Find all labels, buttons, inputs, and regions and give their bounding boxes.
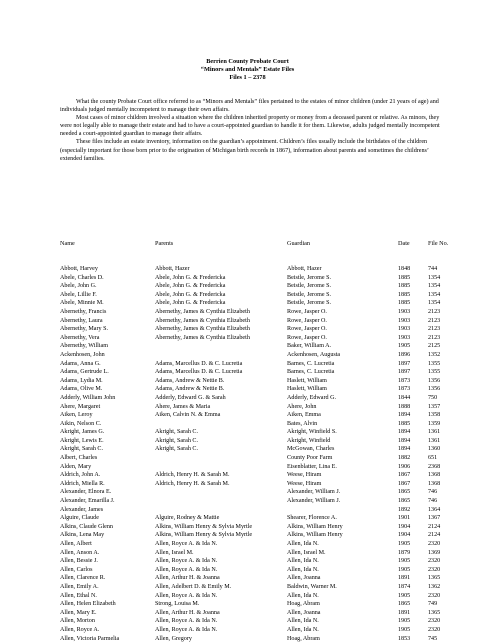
table-row bbox=[0, 557, 495, 566]
table-row bbox=[0, 342, 495, 351]
cell-guardian: Rowe, Jasper O. bbox=[287, 334, 327, 341]
cell-guardian: Adderly, Edward G. bbox=[287, 394, 337, 401]
cell-date: 1897 bbox=[398, 369, 411, 376]
cell-parents: Akright, Sarah C. bbox=[155, 446, 198, 453]
court-title: Berrien County Probate Court bbox=[206, 58, 289, 65]
cell-guardian: Alexander, William J. bbox=[287, 498, 341, 505]
cell-parents: Adams, Marcellus D. & C. Lucretia bbox=[155, 369, 243, 376]
cell-name: Aikin, Nelson C. bbox=[60, 420, 102, 427]
intro-text bbox=[60, 98, 440, 163]
cell-guardian: Allen, Ida N. bbox=[287, 558, 319, 565]
cell-date: 1894 bbox=[398, 429, 411, 436]
cell-name: Abernethy, Mary S. bbox=[60, 326, 109, 333]
cell-file-no: 2123 bbox=[428, 334, 441, 341]
cell-guardian: Hoag, Abram bbox=[287, 635, 320, 642]
cell-parents: Ahere, James & Maria bbox=[155, 403, 211, 410]
table-row bbox=[0, 265, 495, 274]
cell-parents: Abernethy, James & Cynthia Elizabeth bbox=[155, 334, 250, 341]
estate-file-list bbox=[0, 265, 495, 643]
cell-date: 1905 bbox=[398, 566, 411, 573]
cell-guardian: County Poor Farm bbox=[287, 455, 333, 462]
cell-date: 1901 bbox=[398, 515, 411, 522]
cell-name: Allen, Anson A. bbox=[60, 549, 100, 556]
cell-file-no: 1356 bbox=[428, 386, 441, 393]
cell-file-no: 2124 bbox=[428, 523, 441, 530]
cell-file-no: 2320 bbox=[428, 566, 441, 573]
cell-date: 1879 bbox=[398, 549, 411, 556]
cell-file-no: 1354 bbox=[428, 291, 441, 298]
cell-file-no: 1355 bbox=[428, 369, 441, 376]
cell-guardian: Ahere, John bbox=[287, 403, 317, 410]
cell-file-no: 2368 bbox=[428, 463, 441, 470]
cell-date: 1894 bbox=[398, 446, 411, 453]
cell-name: Allen, Helen Elizabeth bbox=[60, 601, 116, 608]
column-header-row bbox=[0, 240, 495, 249]
cell-parents: Strong, Louisa M. bbox=[155, 601, 200, 608]
cell-name: Allen, Victoria Parmelia bbox=[60, 635, 120, 642]
cell-guardian: Ackenhosen, Augusta bbox=[287, 351, 341, 358]
table-row bbox=[0, 480, 495, 489]
cell-name: Abele, Lillie F. bbox=[60, 291, 97, 298]
cell-date: 1894 bbox=[398, 412, 411, 419]
cell-parents: Adams, Marcellus D. & C. Lucretia bbox=[155, 360, 243, 367]
table-row bbox=[0, 523, 495, 532]
cell-date: 1853 bbox=[398, 635, 411, 642]
cell-date: 1903 bbox=[398, 334, 411, 341]
cell-date: 1865 bbox=[398, 498, 411, 505]
table-row bbox=[0, 471, 495, 480]
cell-date: 1865 bbox=[398, 601, 411, 608]
cell-date: 1882 bbox=[398, 455, 411, 462]
cell-parents: Abele, John G. & Fredericka bbox=[155, 291, 226, 298]
cell-name: Allen, Bessie J. bbox=[60, 558, 98, 565]
cell-name: Allen, Mary E. bbox=[60, 609, 97, 616]
cell-guardian: Eisenblatter, Lina E. bbox=[287, 463, 337, 470]
cell-file-no: 2320 bbox=[428, 618, 441, 625]
cell-name: Aldrich, Miella R. bbox=[60, 480, 105, 487]
cell-date: 1897 bbox=[398, 360, 411, 367]
cell-parents: Alguire, Rodney & Mattie bbox=[155, 515, 220, 522]
cell-date: 1903 bbox=[398, 326, 411, 333]
column-header-date: Date bbox=[398, 240, 410, 247]
cell-date: 1905 bbox=[398, 626, 411, 633]
cell-parents: Alkins, William Henry & Sylvia Myrtle bbox=[155, 532, 253, 539]
cell-file-no: 1352 bbox=[428, 351, 441, 358]
cell-parents: Adderly, Edward G. & Sarah bbox=[155, 394, 226, 401]
table-row bbox=[0, 540, 495, 549]
cell-parents: Allen, Royce A. & Ida N. bbox=[155, 558, 218, 565]
column-header-parents: Parents bbox=[155, 240, 174, 247]
cell-file-no: 749 bbox=[428, 601, 438, 608]
cell-guardian: Beistle, Jerome S. bbox=[287, 291, 332, 298]
cell-file-no: 2123 bbox=[428, 326, 441, 333]
table-row bbox=[0, 600, 495, 609]
column-header-name: Name bbox=[60, 240, 75, 247]
collection-title: “Minors and Mentals” Estate Files bbox=[200, 66, 295, 73]
cell-date: 1896 bbox=[398, 351, 411, 358]
cell-file-no: 2320 bbox=[428, 558, 441, 565]
cell-file-no: 1365 bbox=[428, 575, 441, 582]
cell-name: Abernethy, Laura bbox=[60, 317, 103, 324]
table-row bbox=[0, 454, 495, 463]
cell-name: Abernethy, Francis bbox=[60, 308, 107, 315]
cell-guardian: Akright, Winfield bbox=[287, 437, 331, 444]
cell-guardian: Allen, Ida N. bbox=[287, 592, 319, 599]
table-row bbox=[0, 325, 495, 334]
cell-file-no: 1361 bbox=[428, 437, 441, 444]
cell-parents: Abele, John G. & Fredericka bbox=[155, 283, 226, 290]
cell-date: 1867 bbox=[398, 472, 411, 479]
cell-date: 1867 bbox=[398, 480, 411, 487]
column-header-guardian: Guardian bbox=[287, 240, 311, 247]
cell-file-no: 1361 bbox=[428, 429, 441, 436]
cell-guardian: Rowe, Jasper O. bbox=[287, 317, 327, 324]
cell-parents: Aiken, Calvin N. & Emma bbox=[155, 412, 221, 419]
cell-name: Akright, James G. bbox=[60, 429, 105, 436]
cell-guardian: Alexander, William J. bbox=[287, 489, 341, 496]
intro-paragraph-2: Most cases of minor children involved a situation where the children inherited property or money from a deceased parent or relative. As minors, they were not legally able to manage their estate and had to have a court-appointed guardian to handle it for them. Likewise, adults judged mentally incompetent needed a court-appointed guardian to manage their affairs. bbox=[60, 115, 440, 138]
table-row bbox=[0, 334, 495, 343]
table-row bbox=[0, 420, 495, 429]
cell-parents: Abbott, Hazer bbox=[155, 266, 190, 272]
cell-date: 1906 bbox=[398, 463, 411, 470]
cell-date: 1848 bbox=[398, 266, 411, 272]
cell-name: Abele, Charles D. bbox=[60, 274, 104, 281]
cell-date: 1885 bbox=[398, 420, 411, 427]
cell-date: 1873 bbox=[398, 377, 411, 384]
cell-file-no: 1359 bbox=[428, 420, 441, 427]
cell-guardian: Rowe, Jasper O. bbox=[287, 326, 327, 333]
cell-name: Adderly, William John bbox=[60, 394, 116, 401]
cell-name: Ahere, Margaret bbox=[60, 403, 101, 410]
cell-guardian: Baker, William A. bbox=[287, 343, 332, 350]
cell-parents: Allen, Royce A. & Ida N. bbox=[155, 618, 218, 625]
table-row bbox=[0, 635, 495, 643]
cell-parents: Allen, Israel M. bbox=[155, 549, 194, 556]
table-row bbox=[0, 308, 495, 317]
cell-name: Adams, Lydia M. bbox=[60, 377, 103, 384]
cell-name: Adams, Olive M. bbox=[60, 386, 103, 393]
cell-name: Ackenhosen, John bbox=[60, 351, 105, 358]
cell-guardian: Shearer, Florence A. bbox=[287, 515, 337, 522]
cell-date: 1891 bbox=[398, 575, 411, 582]
cell-file-no: 1360 bbox=[428, 446, 441, 453]
cell-date: 1905 bbox=[398, 592, 411, 599]
cell-file-no: 2125 bbox=[428, 343, 441, 350]
cell-guardian: Bates, Alvin bbox=[287, 420, 318, 427]
cell-name: Abele, John G. bbox=[60, 283, 97, 290]
cell-name: Abernethy, William bbox=[60, 343, 108, 350]
table-row bbox=[0, 506, 495, 515]
cell-guardian: Allen, Israel M. bbox=[287, 549, 326, 556]
cell-parents: Abernethy, James & Cynthia Elizabeth bbox=[155, 326, 250, 333]
cell-file-no: 2320 bbox=[428, 541, 441, 547]
table-row bbox=[0, 445, 495, 454]
table-row bbox=[0, 549, 495, 558]
cell-date: 1865 bbox=[398, 489, 411, 496]
cell-parents: Alkins, William Henry & Sylvia Myrtle bbox=[155, 523, 253, 530]
cell-file-no: 2124 bbox=[428, 532, 441, 539]
cell-file-no: 1354 bbox=[428, 274, 441, 281]
cell-name: Allen, Emily A. bbox=[60, 583, 99, 590]
cell-guardian: Baldwin, Warner M. bbox=[287, 583, 337, 590]
cell-file-no: 1362 bbox=[428, 583, 441, 590]
table-row bbox=[0, 626, 495, 635]
cell-name: Alexander, Emarilla J. bbox=[60, 498, 115, 505]
cell-name: Alexander, Elnora E. bbox=[60, 489, 112, 496]
table-row bbox=[0, 463, 495, 472]
cell-name: Akright, Lewis E. bbox=[60, 437, 104, 444]
cell-file-no: 2320 bbox=[428, 592, 441, 599]
cell-date: 1905 bbox=[398, 343, 411, 350]
cell-file-no: 1354 bbox=[428, 283, 441, 290]
table-row bbox=[0, 574, 495, 583]
cell-file-no: 744 bbox=[428, 266, 438, 272]
cell-guardian: Alkins, William Henry bbox=[287, 532, 343, 539]
cell-name: Alkins, Claude Glenn bbox=[60, 523, 113, 530]
cell-name: Adams, Gertrude L. bbox=[60, 369, 109, 376]
cell-guardian: Akright, Winfield S. bbox=[287, 429, 337, 436]
cell-date: 1874 bbox=[398, 583, 411, 590]
cell-guardian: Haslett, William bbox=[287, 386, 327, 393]
cell-parents: Allen, Royce A. & Ida N. bbox=[155, 541, 218, 547]
cell-file-no: 746 bbox=[428, 498, 438, 505]
cell-parents: Akright, Sarah C. bbox=[155, 437, 198, 444]
cell-name: Allen, Carlos bbox=[60, 566, 93, 573]
cell-file-no: 2320 bbox=[428, 626, 441, 633]
table-row bbox=[0, 531, 495, 540]
cell-guardian: Aiken, Emma bbox=[287, 412, 321, 419]
cell-guardian: Barnes, C. Lucretia bbox=[287, 360, 335, 367]
cell-parents: Adams, Andrew & Nettie B. bbox=[155, 386, 225, 393]
cell-file-no: 746 bbox=[428, 489, 438, 496]
cell-parents: Aldrich, Henry H. & Sarah M. bbox=[155, 480, 230, 487]
cell-date: 1891 bbox=[398, 609, 411, 616]
cell-date: 1885 bbox=[398, 283, 411, 290]
table-row bbox=[0, 403, 495, 412]
table-row bbox=[0, 377, 495, 386]
table-row bbox=[0, 317, 495, 326]
table-row bbox=[0, 385, 495, 394]
cell-name: Aldrich, John A. bbox=[60, 472, 101, 479]
cell-guardian: Beistle, Jerome S. bbox=[287, 274, 332, 281]
cell-parents: Allen, Arthur H. & Joanna bbox=[155, 575, 220, 582]
intro-paragraph-1: What the county Probate Court office referred to as “Minors and Mentals” files pertained to the estates of minor children (under 21 years of age) and individuals judged mentally incompetent to manage their own affairs. bbox=[60, 99, 439, 114]
cell-guardian: Weese, Hiram bbox=[287, 480, 322, 487]
cell-name: Allen, Clarence R. bbox=[60, 575, 106, 582]
cell-file-no: 1365 bbox=[428, 609, 441, 616]
cell-parents: Allen, Royce A. & Ida N. bbox=[155, 592, 218, 599]
table-row bbox=[0, 497, 495, 506]
table-row bbox=[0, 592, 495, 601]
cell-file-no: 1355 bbox=[428, 360, 441, 367]
cell-date: 1885 bbox=[398, 274, 411, 281]
cell-parents: Allen, Gregory bbox=[155, 635, 192, 642]
table-row bbox=[0, 514, 495, 523]
cell-date: 1904 bbox=[398, 523, 411, 530]
cell-name: Allen, Ethal N. bbox=[60, 592, 97, 599]
cell-name: Akright, Sarah C. bbox=[60, 446, 103, 453]
cell-name: Alguire, Claude bbox=[60, 515, 99, 522]
cell-parents: Abernethy, James & Cynthia Elizabeth bbox=[155, 317, 250, 324]
cell-name: Allen, Albert bbox=[60, 541, 92, 547]
table-row bbox=[0, 351, 495, 360]
cell-file-no: 1357 bbox=[428, 403, 441, 410]
cell-guardian: McGowan, Charles bbox=[287, 446, 335, 453]
cell-name: Allen, Morton bbox=[60, 618, 95, 625]
cell-file-no: 1369 bbox=[428, 549, 441, 556]
table-row bbox=[0, 274, 495, 283]
table-row bbox=[0, 617, 495, 626]
cell-file-no: 750 bbox=[428, 394, 438, 401]
cell-parents: Akright, Sarah C. bbox=[155, 429, 198, 436]
cell-parents: Allen, Arthur H. & Joanna bbox=[155, 609, 220, 616]
cell-file-no: 1356 bbox=[428, 377, 441, 384]
cell-guardian: Allen, Ida N. bbox=[287, 626, 319, 633]
cell-guardian: Abbott, Hazer bbox=[287, 266, 322, 272]
cell-date: 1903 bbox=[398, 317, 411, 324]
table-row bbox=[0, 299, 495, 308]
cell-date: 1903 bbox=[398, 308, 411, 315]
cell-file-no: 745 bbox=[428, 635, 438, 642]
cell-parents: Abele, John G. & Fredericka bbox=[155, 274, 226, 281]
cell-guardian: Beistle, Jerome S. bbox=[287, 300, 332, 307]
cell-name: Aiken, Leroy bbox=[60, 412, 93, 419]
cell-parents: Adams, Andrew & Nettie B. bbox=[155, 377, 225, 384]
cell-file-no: 1358 bbox=[428, 412, 441, 419]
table-row bbox=[0, 394, 495, 403]
cell-name: Adams, Anna G. bbox=[60, 360, 101, 367]
cell-name: Alkins, Lena May bbox=[60, 532, 105, 539]
cell-parents: Allen, Royce A. & Ida N. bbox=[155, 626, 218, 633]
cell-name: Alden, Mary bbox=[60, 463, 92, 470]
intro-paragraph-3: These files include an estate inventory, information on the guardian’s appointment. Children’s files usually include the birthdates of the children (especially important for those born prior to the origination of Michigan birth records in 1867), information about parents and sometimes the childrens’ extended families. bbox=[60, 139, 429, 162]
cell-guardian: Allen, Joanna bbox=[287, 609, 321, 616]
table-row bbox=[0, 488, 495, 497]
cell-guardian: Beistle, Jerome S. bbox=[287, 283, 332, 290]
cell-guardian: Hoag, Abram bbox=[287, 601, 320, 608]
files-range: Files 1 – 2378 bbox=[229, 74, 266, 81]
table-row bbox=[0, 437, 495, 446]
cell-file-no: 1364 bbox=[428, 506, 441, 513]
cell-file-no: 2123 bbox=[428, 317, 441, 324]
table-row bbox=[0, 428, 495, 437]
table-row bbox=[0, 282, 495, 291]
cell-guardian: Allen, Joanna bbox=[287, 575, 321, 582]
cell-guardian: Rowe, Jasper O. bbox=[287, 308, 327, 315]
cell-date: 1904 bbox=[398, 532, 411, 539]
cell-file-no: 1367 bbox=[428, 515, 441, 522]
cell-file-no: 1368 bbox=[428, 480, 441, 487]
cell-file-no: 2123 bbox=[428, 308, 441, 315]
cell-guardian: Weese, Hiram bbox=[287, 472, 322, 479]
cell-file-no: 1368 bbox=[428, 472, 441, 479]
table-row bbox=[0, 609, 495, 618]
cell-name: Alexander, James bbox=[60, 506, 104, 513]
cell-name: Abele, Minnie M. bbox=[60, 300, 104, 307]
cell-date: 1873 bbox=[398, 386, 411, 393]
cell-date: 1905 bbox=[398, 618, 411, 625]
cell-date: 1888 bbox=[398, 403, 411, 410]
cell-date: 1885 bbox=[398, 300, 411, 307]
table-row bbox=[0, 291, 495, 300]
cell-parents: Aldrich, Henry H. & Sarah M. bbox=[155, 472, 230, 479]
cell-date: 1892 bbox=[398, 506, 411, 513]
cell-date: 1905 bbox=[398, 558, 411, 565]
cell-guardian: Allen, Ida N. bbox=[287, 566, 319, 573]
cell-date: 1885 bbox=[398, 291, 411, 298]
table-row bbox=[0, 411, 495, 420]
column-header-file-no: File No. bbox=[428, 240, 449, 247]
cell-guardian: Alkins, William Henry bbox=[287, 523, 343, 530]
table-row bbox=[0, 360, 495, 369]
cell-name: Abernethy, Vera bbox=[60, 334, 100, 341]
cell-guardian: Allen, Ida N. bbox=[287, 618, 319, 625]
cell-guardian: Allen, Ida N. bbox=[287, 541, 319, 547]
table-row bbox=[0, 566, 495, 575]
cell-name: Allen, Royce A. bbox=[60, 626, 100, 633]
cell-parents: Abele, John G. & Fredericka bbox=[155, 300, 226, 307]
cell-parents: Abernethy, James & Cynthia Elizabeth bbox=[155, 308, 250, 315]
cell-date: 1905 bbox=[398, 541, 411, 547]
table-row bbox=[0, 368, 495, 377]
cell-guardian: Barnes, C. Lucretia bbox=[287, 369, 335, 376]
cell-date: 1894 bbox=[398, 437, 411, 444]
cell-name: Albert, Charles bbox=[60, 455, 98, 462]
table-row bbox=[0, 583, 495, 592]
cell-parents: Allen, Adelbert D. & Emily M. bbox=[155, 583, 232, 590]
cell-guardian: Haslett, William bbox=[287, 377, 327, 384]
cell-parents: Allen, Royce A. & Ida N. bbox=[155, 566, 218, 573]
cell-file-no: 1354 bbox=[428, 300, 441, 307]
cell-file-no: 651 bbox=[428, 455, 438, 462]
cell-date: 1844 bbox=[398, 394, 411, 401]
cell-name: Abbott, Harvey bbox=[60, 266, 98, 272]
